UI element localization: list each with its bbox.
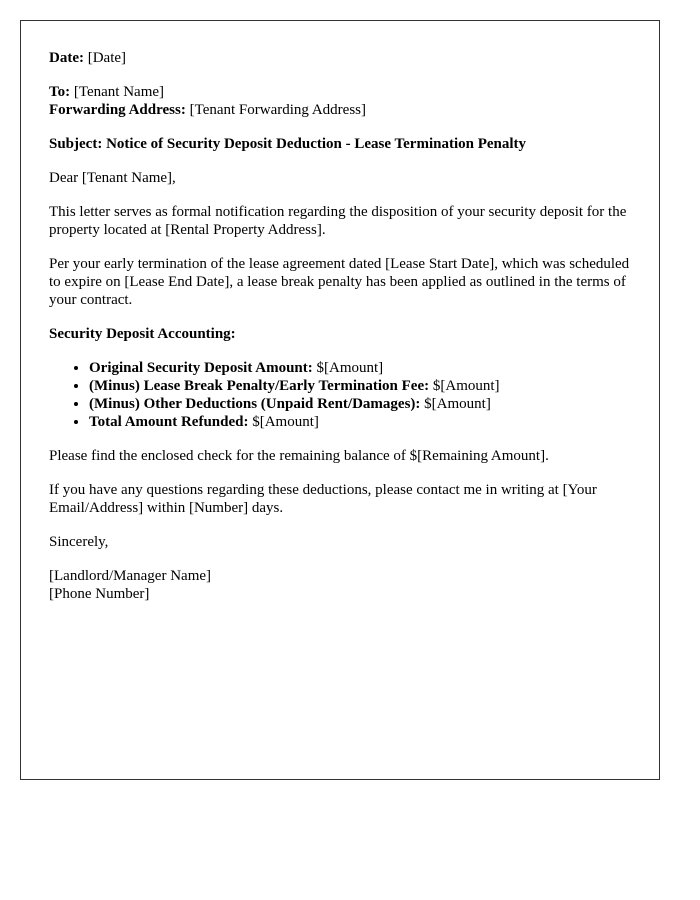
accounting-list: [49, 359, 631, 431]
list-item: • Original Security Deposit Amount: $[Amount]: [89, 359, 631, 377]
questions-paragraph: If you have any questions regarding these deductions, please contact me in writing at [Your Email/Address] within [Number] days.: [49, 482, 597, 516]
signer-phone: [Phone Number]: [49, 586, 150, 602]
to-label: To:: [49, 84, 71, 100]
list-item: • Total Amount Refunded: $[Amount]: [89, 413, 631, 431]
termination-paragraph: Per your early termination of the lease agreement dated [Lease Start Date], which was scheduled to expire on [Lease End Date], a lease break penalty has been applied as outlined in the terms of your contract.: [49, 256, 630, 308]
check-paragraph: Please find the enclosed check for the remaining balance of $[Remaining Amount].: [49, 448, 549, 464]
date-value: [Date]: [83, 50, 127, 66]
forwarding-value: [Tenant Forwarding Address]: [185, 102, 366, 118]
letter-page: [20, 20, 660, 780]
salutation: Dear [Tenant Name],: [49, 170, 176, 186]
date-label: Date:: [49, 50, 84, 66]
list-item: • (Minus) Other Deductions (Unpaid Rent/Damages): $[Amount]: [89, 395, 631, 413]
forwarding-label: Forwarding Address:: [49, 102, 186, 118]
recipient-block: [49, 83, 631, 119]
date-line: [49, 49, 631, 67]
signoff: Sincerely,: [49, 534, 109, 550]
list-item: • (Minus) Lease Break Penalty/Early Termination Fee: $[Amount]: [89, 377, 631, 395]
signer-name: [Landlord/Manager Name]: [49, 568, 212, 584]
signature-block: [49, 567, 631, 603]
intro-paragraph: This letter serves as formal notification regarding the disposition of your security deposit for the property located at [Rental Property Address].: [49, 204, 627, 238]
to-value: [Tenant Name]: [70, 84, 165, 100]
subject-line: Subject: Notice of Security Deposit Deduction - Lease Termination Penalty: [49, 136, 527, 152]
accounting-heading: Security Deposit Accounting:: [49, 326, 236, 342]
